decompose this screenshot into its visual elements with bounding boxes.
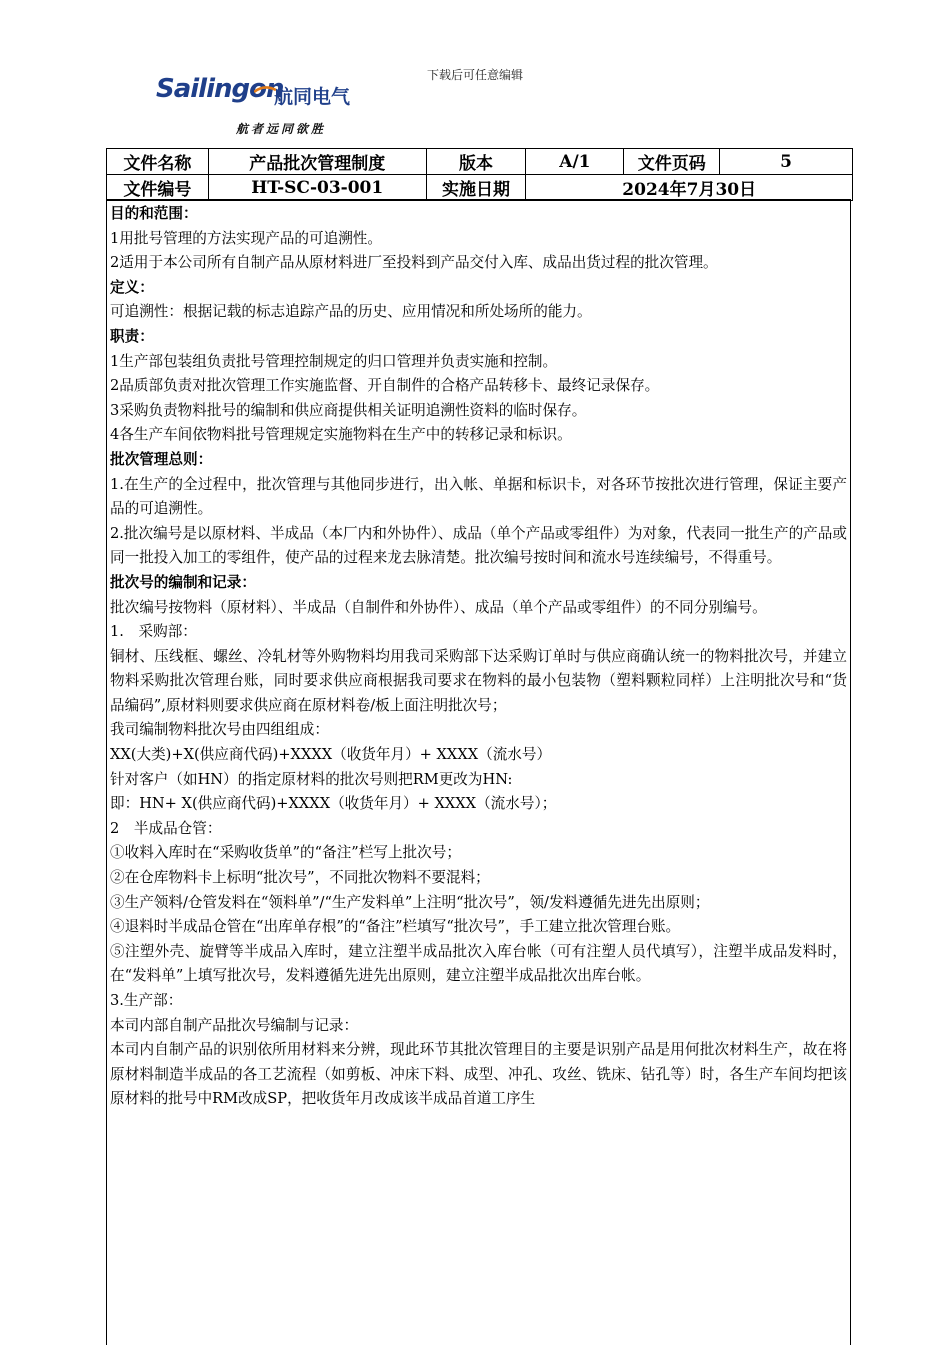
document-header-table xyxy=(106,148,853,201)
logo-slogan: 航者远同欲胜 xyxy=(236,122,327,136)
section-heading: 定义： xyxy=(110,278,154,296)
body-paragraph: ⑤注塑外壳、旋臂等半成品入库时，建立注塑半成品批次入库台帐（可有注塑人员代填写），注塑半成品发料时，在“发料单”上填写批次号，发料遵循先进先出原则，建立注塑半成品批次出库台帐。 xyxy=(110,942,847,985)
file-number-value: HT-SC-03-001 xyxy=(208,175,426,201)
body-paragraph: 1用批号管理的方法实现产品的可追溯性。 xyxy=(110,229,382,247)
body-paragraph: XX(大类)+X(供应商代码)+XXXX（收货年月）+ XXXX（流水号） xyxy=(110,746,552,764)
header-row-2 xyxy=(107,175,853,201)
body-paragraph: ③生产领料/仓管发料在“领料单”/“生产发料单”上注明“批次号”，领/发料遵循先进先出原则； xyxy=(110,893,710,911)
body-paragraph: 1生产部包装组负责批号管理控制规定的归口管理并负责实施和控制。 xyxy=(110,352,558,370)
section-heading: 职责： xyxy=(110,327,154,345)
body-paragraph: 我司编制物料批次号由四组组成： xyxy=(110,721,329,739)
version-value: A/1 xyxy=(526,149,624,175)
body-paragraph: 即：HN+ X(供应商代码)+XXXX（收货年月）+ XXXX（流水号）； xyxy=(110,795,557,813)
body-paragraph: 2.批次编号是以原材料、半成品（本厂内和外协件）、成品（单个产品或零组件）为对象，代表同一批生产的产品或同一批投入加工的零组件，使产品的过程来龙去脉清楚。批次编号按时间和流水号连续编号，不得重号。 xyxy=(110,524,847,567)
body-paragraph: 3.生产部： xyxy=(110,992,183,1009)
body-paragraph: 批次编号按物料（原材料）、半成品（自制件和外协件）、成品（单个产品或零组件）的不同分别编号。 xyxy=(110,598,767,616)
file-name-value: 产品批次管理制度 xyxy=(208,149,426,175)
file-number-label: 文件编号 xyxy=(107,175,209,201)
company-logo xyxy=(156,70,356,140)
body-paragraph: 可追溯性：根据记载的标志追踪产品的历史、应用情况和所处场所的能力。 xyxy=(110,303,592,321)
document-body xyxy=(106,199,851,1345)
file-name-label: 文件名称 xyxy=(107,149,209,175)
body-paragraph: 2品质部负责对批次管理工作实施监督、开自制件的合格产品转移卡、最终记录保存。 xyxy=(110,377,660,395)
effective-date-value: 2024年7月30日 xyxy=(526,175,853,201)
header-row-1 xyxy=(107,149,853,175)
section-heading: 批次号的编制和记录： xyxy=(110,573,256,591)
body-paragraph: 1. 采购部： xyxy=(110,623,197,641)
body-paragraph: 针对客户（如HN）的指定原材料的批次号则把RM更改为HN: xyxy=(110,770,513,788)
section-heading: 目的和范围： xyxy=(110,205,198,222)
body-paragraph: 本司内自制产品的识别依所用材料来分辨，现此环节其批次管理目的主要是识别产品是用何批次材料生产，故在将原材料制造半成品的各工艺流程（如剪板、冲床下料、成型、冲孔、攻丝、铣床、钻孔等）时，各生产车间均把该原材料的批号中RM改成SP，把收货年月改成该半成品首道工序生 xyxy=(110,1041,847,1108)
effective-date-label: 实施日期 xyxy=(426,175,526,201)
version-label: 版本 xyxy=(426,149,526,175)
body-paragraph: 3采购负责物料批号的编制和供应商提供相关证明追溯性资料的临时保存。 xyxy=(110,401,587,419)
body-paragraph: ④退料时半成品仓管在“出库单存根”的“备注”栏填写“批次号”，手工建立批次管理台账。 xyxy=(110,918,681,936)
section-heading: 批次管理总则： xyxy=(110,450,213,468)
body-paragraph: 4各生产车间依物料批号管理规定实施物料在生产中的转移记录和标识。 xyxy=(110,426,572,444)
download-note: 下载后可任意编辑 xyxy=(426,68,523,82)
body-paragraph: 1.在生产的全过程中，批次管理与其他同步进行，出入帐、单据和标识卡，对各环节按批次进行管理，保证主要产品的可追溯性。 xyxy=(110,475,847,518)
body-paragraph: ①收料入库时在“采购收货单”的“备注”栏写上批次号； xyxy=(110,844,461,862)
body-paragraph: 2适用于本公司所有自制产品从原材料进厂至投料到产品交付入库、成品出货过程的批次管理。 xyxy=(110,254,718,272)
body-paragraph: ②在仓库物料卡上标明“批次号”，不同批次物料不要混料； xyxy=(110,869,490,887)
logo-brand: Sailingon xyxy=(156,74,284,104)
body-paragraph: 本司内部自制产品批次号编制与记录： xyxy=(110,1016,359,1034)
page-count-label: 文件页码 xyxy=(624,149,720,175)
body-paragraph: 铜材、压线框、螺丝、冷轧材等外购物料均用我司采购部下达采购订单时与供应商确认统一的物料批次号，并建立物料采购批次管理台账，同时要求供应商根据我司要求在物料的最小包装物（塑料颗粒同样）上注明批次号和“货品编码”,原材料则要求供应商在原材料卷/板上面注明批次号； xyxy=(110,647,847,714)
page-count-value: 5 xyxy=(720,149,853,175)
logo-brand-cn: 航同电气 xyxy=(274,86,351,108)
body-paragraph: 2 半成品仓管： xyxy=(110,819,222,837)
